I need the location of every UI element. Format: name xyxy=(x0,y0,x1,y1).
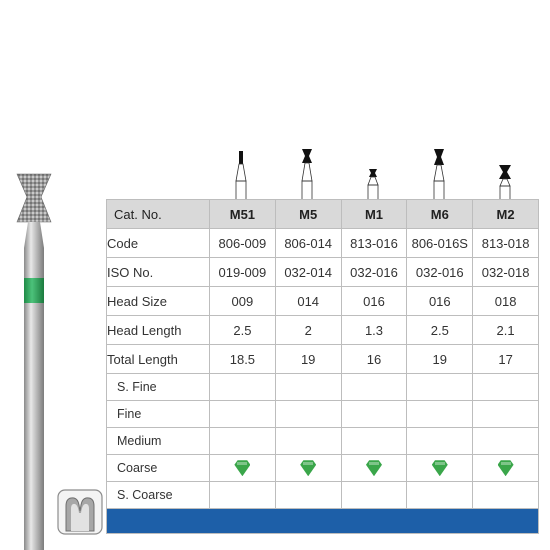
table-header-row xyxy=(107,200,539,229)
table-cell: 19 xyxy=(407,345,473,374)
column-header: M6 xyxy=(407,200,473,229)
bur-shape-icons xyxy=(208,148,538,200)
row-label: Code xyxy=(107,229,210,258)
table-cell xyxy=(341,455,407,482)
table-cell xyxy=(473,374,539,401)
table-cell: 813-018 xyxy=(473,229,539,258)
green-diamond-icon xyxy=(498,460,514,476)
table-cell xyxy=(275,428,341,455)
table-cell: 016 xyxy=(407,287,473,316)
table-cell xyxy=(407,455,473,482)
table-cell: 18.5 xyxy=(210,345,276,374)
bur-shape-icon-m6 xyxy=(406,148,472,200)
table-cell: 2.1 xyxy=(473,316,539,345)
green-diamond-icon xyxy=(366,460,382,476)
table-cell xyxy=(341,401,407,428)
bur-shape-icon-m1 xyxy=(340,148,406,200)
green-diamond-icon xyxy=(432,460,448,476)
table-cell: 19 xyxy=(275,345,341,374)
table-cell xyxy=(275,374,341,401)
column-header: M5 xyxy=(275,200,341,229)
table-cell: 2.5 xyxy=(210,316,276,345)
table-row-total-length xyxy=(107,345,539,374)
table-cell: 032-018 xyxy=(473,258,539,287)
table-cell xyxy=(407,374,473,401)
green-diamond-icon xyxy=(300,460,316,476)
table-cell xyxy=(341,374,407,401)
table-cell xyxy=(275,482,341,509)
footer-bar xyxy=(107,509,539,534)
table-cell: 806-014 xyxy=(275,229,341,258)
table-cell: 032-014 xyxy=(275,258,341,287)
column-header: M51 xyxy=(210,200,276,229)
table-row-code xyxy=(107,229,539,258)
table-cell xyxy=(473,482,539,509)
grit-label: S. Fine xyxy=(107,374,210,401)
table-cell: 032-016 xyxy=(341,258,407,287)
table-cell: 16 xyxy=(341,345,407,374)
column-header: M1 xyxy=(341,200,407,229)
table-cell: 806-016S xyxy=(407,229,473,258)
table-row-head-length xyxy=(107,316,539,345)
column-header: M2 xyxy=(473,200,539,229)
table-cell xyxy=(210,428,276,455)
table-cell xyxy=(210,455,276,482)
table-cell xyxy=(210,401,276,428)
bur-spec-table xyxy=(106,199,539,534)
grit-row-s-coarse xyxy=(107,482,539,509)
table-cell: 2 xyxy=(275,316,341,345)
table-cell xyxy=(341,428,407,455)
bur-shape-icon-m2 xyxy=(472,148,538,200)
table-cell: 009 xyxy=(210,287,276,316)
bur-shape-icon-m51 xyxy=(208,148,274,200)
table-cell xyxy=(407,482,473,509)
table-cell: 806-009 xyxy=(210,229,276,258)
table-cell xyxy=(210,374,276,401)
grit-row-medium xyxy=(107,428,539,455)
table-cell: 1.3 xyxy=(341,316,407,345)
table-cell xyxy=(407,428,473,455)
row-label: Head Size xyxy=(107,287,210,316)
table-cell xyxy=(210,482,276,509)
table-row-head-size xyxy=(107,287,539,316)
grit-label: Coarse xyxy=(107,455,210,482)
grit-label: Medium xyxy=(107,428,210,455)
table-cell: 17 xyxy=(473,345,539,374)
tooth-icon xyxy=(57,489,103,535)
table-cell: 014 xyxy=(275,287,341,316)
grit-label: Fine xyxy=(107,401,210,428)
table-cell xyxy=(473,428,539,455)
table-cell: 2.5 xyxy=(407,316,473,345)
table-cell xyxy=(407,401,473,428)
table-cell xyxy=(473,455,539,482)
row-label: Head Length xyxy=(107,316,210,345)
bur-product-image xyxy=(0,0,70,550)
header-cat-no: Cat. No. xyxy=(107,200,210,229)
table-cell: 016 xyxy=(341,287,407,316)
table-cell: 813-016 xyxy=(341,229,407,258)
table-cell xyxy=(275,455,341,482)
green-diamond-icon xyxy=(234,460,250,476)
table-cell: 032-016 xyxy=(407,258,473,287)
row-label: ISO No. xyxy=(107,258,210,287)
bur-shape-icon-m5 xyxy=(274,148,340,200)
table-cell xyxy=(275,401,341,428)
table-cell xyxy=(341,482,407,509)
grit-label: S. Coarse xyxy=(107,482,210,509)
grit-row-s-fine xyxy=(107,374,539,401)
grit-row-fine xyxy=(107,401,539,428)
row-label: Total Length xyxy=(107,345,210,374)
table-footer-bar xyxy=(107,509,539,534)
table-cell: 018 xyxy=(473,287,539,316)
grit-row-coarse xyxy=(107,455,539,482)
table-cell xyxy=(473,401,539,428)
table-row-iso xyxy=(107,258,539,287)
table-cell: 019-009 xyxy=(210,258,276,287)
